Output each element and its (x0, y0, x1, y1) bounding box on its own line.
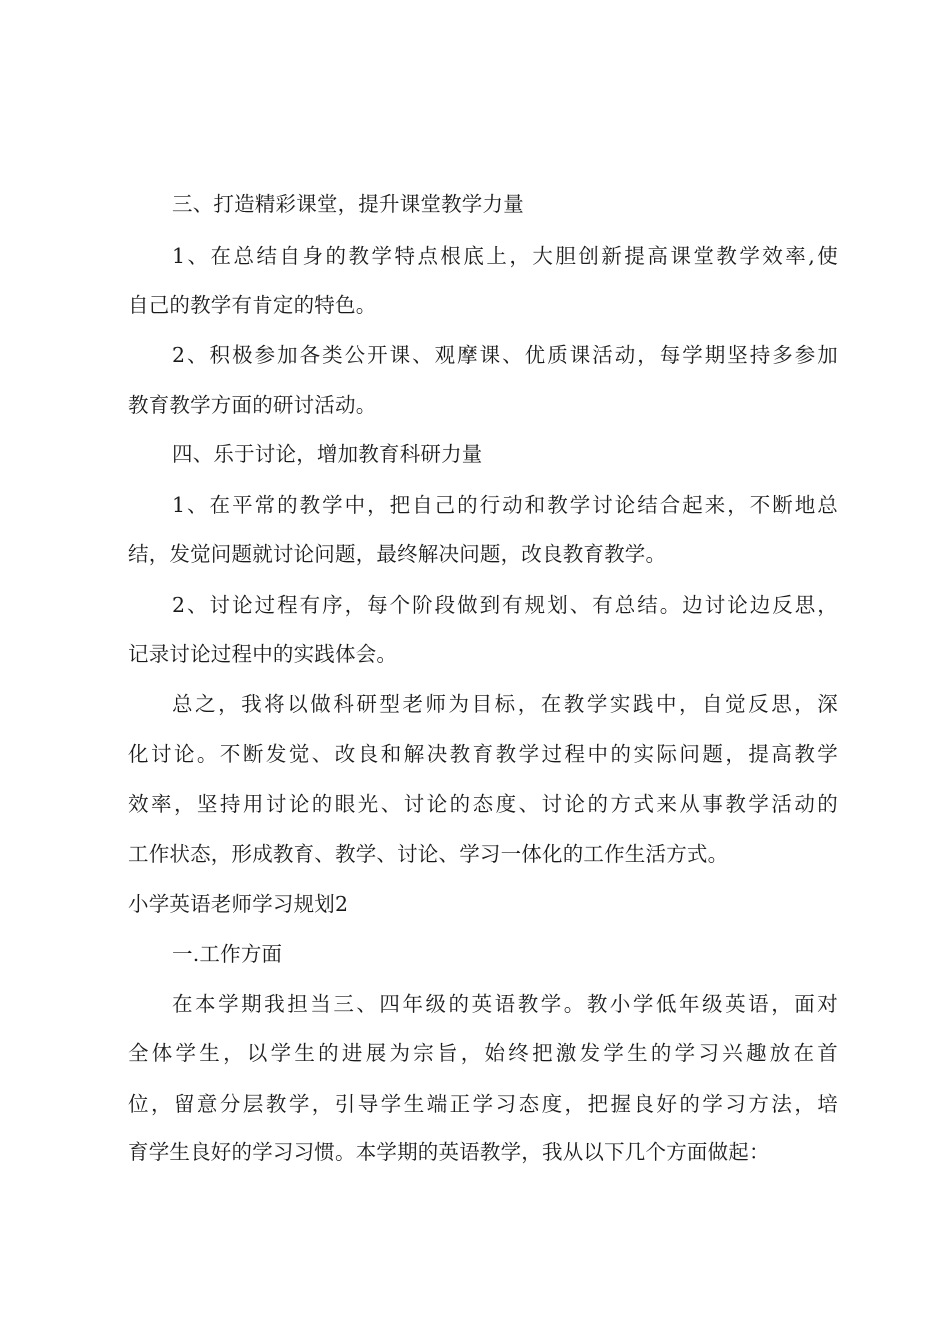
paragraph-line: 自己的教学有肯定的特色。 (128, 293, 377, 317)
paragraph-line: 结，发觉问题就讨论问题，最终解决问题，改良教育教学。 (128, 542, 667, 566)
paragraph-line: 化讨论。不断发觉、改良和解决教育教学过程中的实际问题，提高教学 (128, 742, 838, 766)
paragraph-line: 总之，我将以做科研型老师为目标，在教学实践中，自觉反思，深 (172, 692, 838, 716)
paragraph-line: 育学生良好的学习习惯。本学期的英语教学，我从以下几个方面做起： (128, 1140, 770, 1164)
document-title: 小学英语老师学习规划2 (128, 892, 349, 916)
paragraph-line: 教育教学方面的研讨活动。 (128, 393, 377, 417)
paragraph-line: 效率，坚持用讨论的眼光、讨论的态度、讨论的方式来从事教学活动的 (128, 792, 838, 816)
paragraph-line: 工作状态，形成教育、教学、讨论、学习一体化的工作生活方式。 (128, 842, 729, 866)
section-heading-4: 四、乐于讨论，增加教育科研力量 (172, 442, 483, 466)
section-heading-1: 一.工作方面 (172, 942, 283, 966)
paragraph-line: 1、在总结自身的教学特点根底上，大胆创新提高课堂教学效率,使 (172, 244, 838, 268)
section-heading-3: 三、打造精彩课堂，提升课堂教学力量 (172, 192, 524, 216)
paragraph-line: 1、在平常的教学中，把自己的行动和教学讨论结合起来，不断地总 (172, 493, 838, 517)
paragraph-line: 记录讨论过程中的实践体会。 (128, 642, 398, 666)
paragraph-line: 位，留意分层教学，引导学生端正学习态度，把握良好的学习方法，培 (128, 1092, 838, 1116)
paragraph-line: 在本学期我担当三、四年级的英语教学。教小学低年级英语，面对 (172, 992, 838, 1016)
paragraph-line: 2、积极参加各类公开课、观摩课、优质课活动，每学期坚持多参加 (172, 343, 838, 367)
paragraph-line: 全体学生，以学生的进展为宗旨，始终把激发学生的学习兴趣放在首 (128, 1041, 838, 1065)
paragraph-line: 2、讨论过程有序，每个阶段做到有规划、有总结。边讨论边反思， (172, 593, 838, 617)
